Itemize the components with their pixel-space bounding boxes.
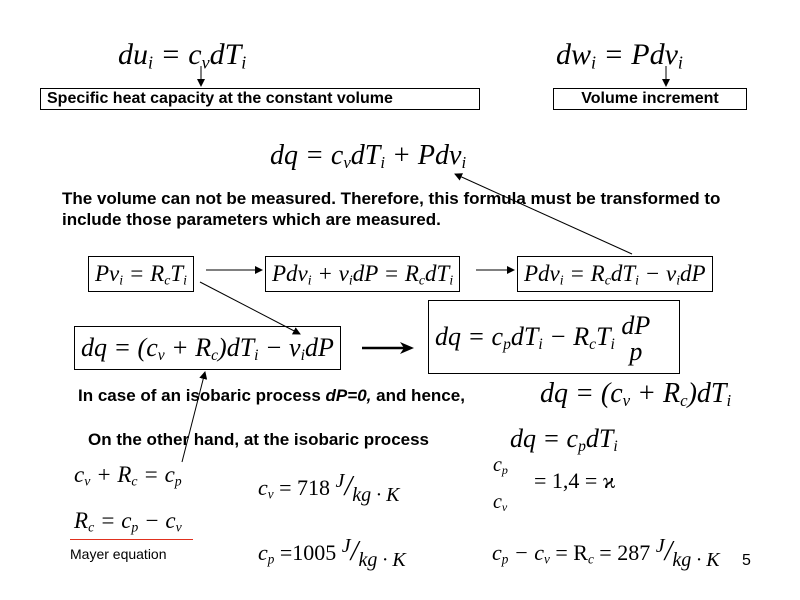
isobaric-dq-formula: dq = $(c_v + R_c)dT_i$ [540,378,732,411]
page-number: 5 [742,552,751,569]
dq-cp-dt-formula: dq = $c_pdT_i$ [510,424,618,455]
kappa-value: = 1,4 = ϰ [534,468,616,493]
cv-value-formula: $c_v = 718$ J/kg · K [258,470,400,506]
du-formula: $du_i = c_vdT_i$ [118,38,247,73]
pdv-box: $Pdv_i = R_cdT_i - v_idP$ [517,256,713,292]
volume-increment-label: Volume increment [553,88,747,110]
diagonal-arrow-top [455,174,632,254]
arrow-up-from-mayer [182,372,205,462]
dw-formula: $dw_i = Pdv_i$ [556,38,683,73]
rc-value-formula: $c_p - c_v = R_c = 287$ J/kg · K [492,535,720,571]
measurement-paragraph: The volume can not be measured. Therefore, this formula must be transformed to include those parameters which are measured. [62,189,721,229]
other-hand-text: On the other hand, at the isobaric process [88,430,430,449]
mayer-label: Mayer equation [70,546,167,562]
kappa-ratio: $c_p$ $c_v$ [493,454,508,514]
isobaric-text: In case of an isobaric process dP=0, and hence, [78,386,465,405]
pv-rt-box: $Pv_i = R_cT_i$ [88,256,194,292]
dq-cv-rc-box: dq = $(c_v + R_c)dT_i - v_idP$ [74,326,341,370]
pdv-vdp-box: $Pdv_i + v_idP = R_cdT_i$ [265,256,460,292]
dq-formula-main: dq = $c_vdT_i + Pdv_i$ [270,140,467,173]
mayer-formula: $R_c = c_p - c_v$ [74,508,182,535]
diagonal-arrow-mid [200,282,300,334]
dq-cp-box: dq = $c_pdT_i - R_cT_i$ dP p [428,300,680,374]
specific-heat-label: Specific heat capacity at the constant volume [40,88,480,110]
cv-rc-cp-formula: $c_v + R_c = c_p$ [74,462,182,489]
cp-value-formula: $c_p =1005$ J/kg · K [258,535,406,571]
